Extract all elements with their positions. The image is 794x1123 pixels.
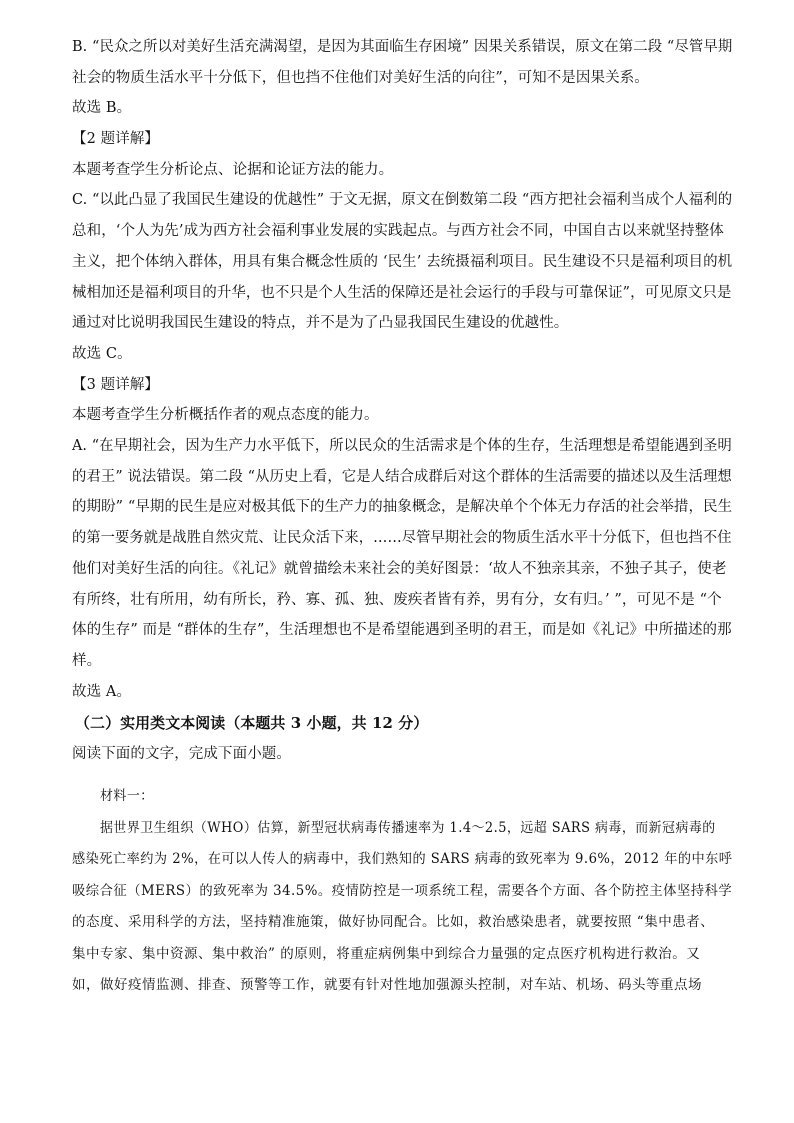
answer-a-line-6: 有所终，壮有所用，幼有所长，矜、寡、孤、独、废疾者皆有养，男有分，女有归。’ ”，可见不是 “个 — [72, 592, 722, 608]
material-line-1: 据世界卫生组织（WHO）估算，新型冠状病毒传播速率为 1.4～2.5，远超 SARS 病毒，而新冠病毒的 — [100, 820, 716, 836]
material-title: 材料一： — [100, 788, 154, 804]
answer-c-line-5: 通过对比说明我国民生建设的特点，并不是为了凸显我国民生建设的优越性。 — [72, 315, 569, 331]
material-line-5: 集中专家、集中资源、集中救治” 的原则，将重症病例集中到综合力量强的定点医疗机构进行救治。又 — [72, 946, 701, 962]
choice-c-conclusion: 故选 C。 — [72, 346, 132, 362]
answer-a-line-8: 样。 — [72, 653, 102, 669]
answer-c-line-3: 主义，把个体纳入群体，用具有集合概念性质的 ‘民生’ 去统摄福利项目。民生建设不只是福利项目的机 — [72, 254, 733, 270]
question-2-intro: 本题考查学生分析论点、论据和论证方法的能力。 — [72, 162, 394, 178]
answer-c-line-1: C. “以此凸显了我国民生建设的优越性” 于文无据，原文在倒数第二段 “西方把社会福利当成个人福利的 — [72, 192, 733, 208]
answer-a-line-3: 的期盼” “早期的民生是应对极其低下的生产力的抽象概念，是解决单个个体无力存活的社会举措，民生 — [72, 499, 733, 515]
answer-b-line-1: B. “民众之所以对美好生活充满渴望，是因为其面临生存困境” 因果关系错误，原文在第二段 “尽管早期 — [72, 39, 733, 55]
answer-a-line-4: 的第一要务就是战胜自然灾荒、让民众活下来，……尽管早期社会的物质生活水平十分低下，但也挡不住 — [72, 530, 732, 546]
answer-a-line-5: 他们对美好生活的向往。《礼记》就曾描绘未来社会的美好图景：‘故人不独亲其亲，不独子其子，使老 — [72, 561, 727, 577]
material-line-6: 如，做好疫情监测、排查、预警等工作，就要有针对性地加强源头控制，对车站、机场、码头等重点场 — [72, 977, 702, 993]
section-heading: （二）实用类文本阅读（本题共 3 小题，共 12 分） — [75, 714, 429, 732]
answer-c-line-4: 械相加还是福利项目的升华，也不只是个人生活的保障还是社会运行的手段与可靠保证”，可见原文只是 — [72, 285, 732, 301]
answer-a-line-2: 的君王” 说法错误。第二段 “从历史上看，它是人结合成群后对这个群体的生活需要的描述以及生活理想 — [72, 469, 732, 485]
answer-a-line-1: A. “在早期社会，因为生产力水平低下，所以民众的生活需求是个体的生存，生活理想是希望能遇到圣明 — [72, 438, 732, 454]
material-line-3: 吸综合征（MERS）的致死率为 34.5%。疫情防控是一项系统工程，需要各个方面、各个防控主体坚持科学 — [72, 883, 733, 899]
question-3-heading: 【3 题详解】 — [72, 377, 160, 393]
material-line-4: 的态度、采用科学的方法，坚持精准施策，做好协同配合。比如，救治感染患者，就要按照 “集中患者、 — [72, 914, 715, 930]
answer-a-line-7: 体的生存” 而是 “群体的生存”，生活理想也不是希望能遇到圣明的君王，而是如《礼记》中所描述的那 — [72, 622, 732, 638]
reading-instruction: 阅读下面的文字，完成下面小题。 — [72, 746, 291, 762]
answer-b-line-2: 社会的物质生活水平十分低下，但也挡不住他们对美好生活的向往”，可知不是因果关系。 — [72, 70, 649, 86]
choice-a-conclusion: 故选 A。 — [72, 684, 132, 700]
choice-b-conclusion: 故选 B。 — [72, 100, 132, 116]
question-3-intro: 本题考查学生分析概括作者的观点态度的能力。 — [72, 407, 379, 423]
answer-c-line-2: 总和，‘个人为先’成为西方社会福利事业发展的实践起点。与西方社会不同，中国自古以来就坚持整体 — [72, 223, 724, 239]
question-2-heading: 【2 题详解】 — [72, 131, 160, 147]
material-line-2: 感染死亡率约为 2%，在可以人传人的病毒中，我们熟知的 SARS 病毒的致死率为 9.6%，2012 年的中东呼 — [72, 851, 733, 867]
